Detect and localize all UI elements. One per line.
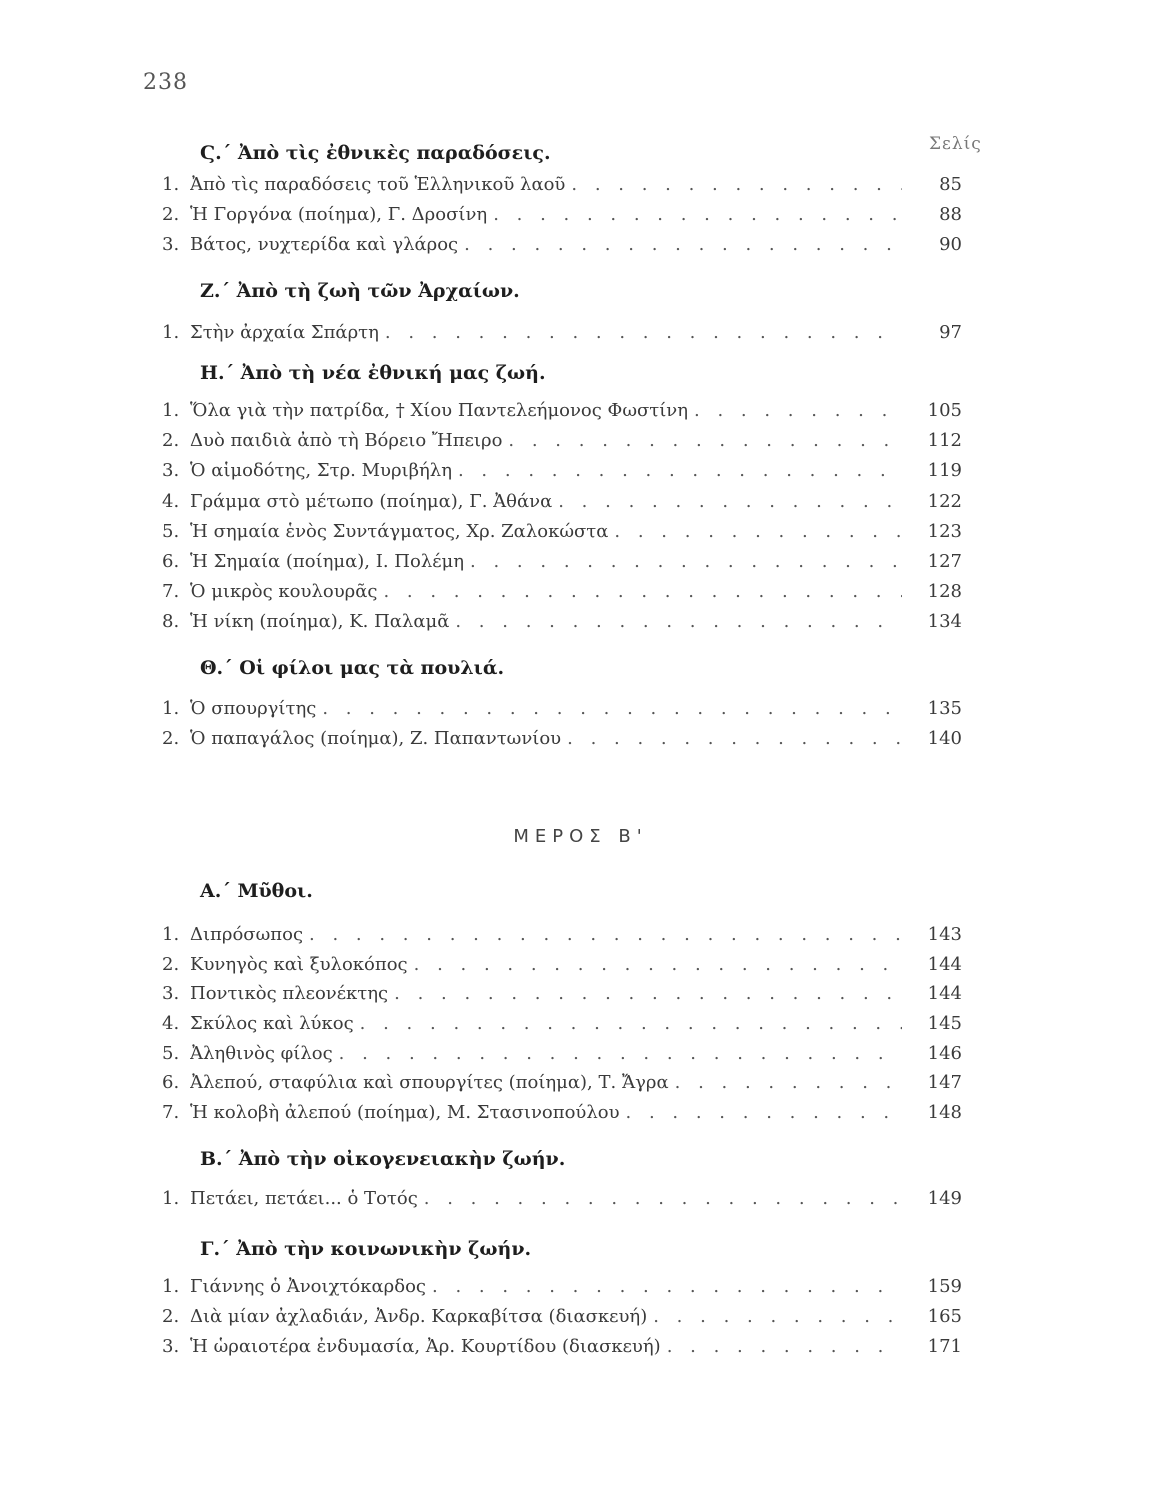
- toc-entry: [162, 174, 962, 198]
- entry-title: Ὁ σπουργίτης: [190, 698, 322, 719]
- section-heading: Β.΄ Ἀπὸ τὴν οἰκογενειακὴν ζωήν.: [200, 1148, 566, 1170]
- entry-page: 145: [927, 1013, 962, 1034]
- toc-entry: [162, 1276, 962, 1300]
- entry-page: 128: [927, 581, 962, 602]
- entry-page: 122: [927, 491, 962, 512]
- entry-number: 1.: [162, 400, 180, 421]
- entry-number: 2.: [162, 954, 180, 975]
- entry-title: Ὁ παπαγάλος (ποίημα), Ζ. Παπαντωνίου: [190, 728, 567, 749]
- toc-entry: [162, 322, 962, 346]
- entry-number: 1.: [162, 322, 180, 343]
- toc-entry: [162, 924, 962, 948]
- entry-number: 6.: [162, 1072, 180, 1093]
- entry-number: 1.: [162, 1276, 180, 1297]
- entry-page: 143: [927, 924, 962, 945]
- toc-entry: [162, 1306, 962, 1330]
- section-heading: Η.΄ Ἀπὸ τὴ νέα ἐθνική μας ζωή.: [200, 362, 546, 384]
- entry-page: 127: [927, 551, 962, 572]
- entry-number: 1.: [162, 698, 180, 719]
- entry-page: 123: [927, 521, 962, 542]
- entry-page: 149: [927, 1188, 962, 1209]
- toc-entry: [162, 983, 962, 1007]
- toc-entry: [162, 551, 962, 575]
- entry-title: Ὁ μικρὸς κουλουρᾶς: [190, 581, 383, 602]
- toc-entry: [162, 698, 962, 722]
- entry-title: Ἡ σημαία ἑνὸς Συντάγματος, Χρ. Ζαλοκώστα: [190, 521, 614, 542]
- entry-title: Ἀπὸ τὶς παραδόσεις τοῦ Ἑλληνικοῦ λαοῦ: [190, 174, 571, 195]
- entry-title: Ὅλα γιὰ τὴν πατρίδα, † Χίου Παντελεήμονος Φωστίνη: [190, 400, 694, 421]
- section-heading: Γ.΄ Ἀπὸ τὴν κοινωνικὴν ζωήν.: [200, 1238, 532, 1260]
- entry-number: 5.: [162, 521, 180, 542]
- entry-title: Ἡ κολοβὴ ἀλεπού (ποίημα), Μ. Στασινοπούλου: [190, 1102, 626, 1123]
- entry-title: Ὁ αἱμοδότης, Στρ. Μυριβήλη: [190, 460, 458, 481]
- entry-title: Ἀληθινὸς φίλος: [190, 1043, 339, 1064]
- entry-number: 3.: [162, 983, 180, 1004]
- entry-page: 148: [927, 1102, 962, 1123]
- section-heading: Α.΄ Μῦθοι.: [200, 880, 313, 902]
- entry-title: Γιάννης ὁ Ἀνοιχτόκαρδος: [190, 1276, 432, 1297]
- entry-page: 159: [927, 1276, 962, 1297]
- toc-entry: [162, 1336, 962, 1360]
- entry-page: 135: [927, 698, 962, 719]
- entry-title: Στὴν ἀρχαία Σπάρτη: [190, 322, 385, 343]
- entry-number: 7.: [162, 581, 180, 602]
- entry-page: 144: [927, 983, 962, 1004]
- entry-page: 88: [939, 204, 962, 225]
- entry-page: 165: [927, 1306, 962, 1327]
- section-heading: Ϛ.΄ Ἀπὸ τὶς ἐθνικὲς παραδόσεις.: [200, 142, 551, 164]
- entry-page: 171: [927, 1336, 962, 1357]
- entry-page: 144: [927, 954, 962, 975]
- page-number: 238: [143, 70, 188, 95]
- toc-entry: [162, 430, 962, 454]
- toc-entry: [162, 234, 962, 258]
- entry-page: 140: [927, 728, 962, 749]
- entry-title: Διὰ μίαν ἀχλαδιάν, Ἀνδρ. Καρκαβίτσα (διασκευή): [190, 1306, 653, 1327]
- entry-title: Σκύλος καὶ λύκος: [190, 1013, 360, 1034]
- entry-page: 119: [927, 460, 962, 481]
- toc-entry: [162, 1013, 962, 1037]
- entry-title: Ἡ νίκη (ποίημα), Κ. Παλαμᾶ: [190, 611, 455, 632]
- entry-title: Διπρόσωπος: [190, 924, 309, 945]
- toc-entry: [162, 521, 962, 545]
- entry-page: 112: [927, 430, 962, 451]
- toc-entry: [162, 954, 962, 978]
- entry-page: 85: [939, 174, 962, 195]
- toc-entry: [162, 1072, 962, 1096]
- page-column-header: Σελίς: [929, 134, 982, 154]
- toc-entry: [162, 611, 962, 635]
- entry-number: 5.: [162, 1043, 180, 1064]
- entry-number: 2.: [162, 728, 180, 749]
- toc-entry: [162, 400, 962, 424]
- entry-title: Δυὸ παιδιὰ ἀπὸ τὴ Βόρειο Ἤπειρο: [190, 430, 508, 451]
- entry-title: Ἡ Σημαία (ποίημα), Ι. Πολέμη: [190, 551, 470, 572]
- toc-entry: [162, 491, 962, 515]
- entry-page: 134: [927, 611, 962, 632]
- entry-number: 2.: [162, 204, 180, 225]
- entry-title: Πετάει, πετάει... ὁ Τοτός: [190, 1188, 424, 1209]
- toc-entry: [162, 1043, 962, 1067]
- toc-entry: [162, 460, 962, 484]
- entry-page: 97: [939, 322, 962, 343]
- toc-entry: [162, 728, 962, 752]
- entry-page: 90: [939, 234, 962, 255]
- section-heading: Ζ.΄ Ἀπὸ τὴ ζωὴ τῶν Ἀρχαίων.: [200, 280, 520, 302]
- section-heading: Θ.΄ Οἱ φίλοι μας τὰ πουλιά.: [200, 657, 505, 679]
- entry-number: 4.: [162, 491, 180, 512]
- entry-number: 2.: [162, 1306, 180, 1327]
- entry-number: 1.: [162, 174, 180, 195]
- entry-number: 3.: [162, 460, 180, 481]
- toc-entry: [162, 1188, 962, 1212]
- entry-title: Ἡ Γοργόνα (ποίημα), Γ. Δροσίνη: [190, 204, 493, 225]
- entry-title: Κυνηγὸς καὶ ξυλοκόπος: [190, 954, 414, 975]
- entry-title: Ἀλεπού, σταφύλια καὶ σπουργίτες (ποίημα), Τ. Ἄγρα: [190, 1072, 675, 1093]
- entry-number: 2.: [162, 430, 180, 451]
- entry-number: 3.: [162, 1336, 180, 1357]
- entry-number: 1.: [162, 1188, 180, 1209]
- toc-entry: [162, 1102, 962, 1126]
- part-title: ΜΕΡΟΣ Β': [513, 826, 648, 847]
- entry-page: 147: [927, 1072, 962, 1093]
- entry-title: Βάτος, νυχτερίδα καὶ γλάρος: [190, 234, 464, 255]
- entry-number: 3.: [162, 234, 180, 255]
- entry-number: 1.: [162, 924, 180, 945]
- entry-number: 6.: [162, 551, 180, 572]
- entry-page: 105: [927, 400, 962, 421]
- entry-page: 146: [927, 1043, 962, 1064]
- entry-title: Ποντικὸς πλεονέκτης: [190, 983, 394, 1004]
- entry-title: Ἡ ὡραιοτέρα ἐνδυμασία, Ἀρ. Κουρτίδου (διασκευή): [190, 1336, 667, 1357]
- toc-entry: [162, 581, 962, 605]
- entry-title: Γράμμα στὸ μέτωπο (ποίημα), Γ. Ἀθάνα: [190, 491, 558, 512]
- entry-number: 7.: [162, 1102, 180, 1123]
- entry-number: 4.: [162, 1013, 180, 1034]
- toc-entry: [162, 204, 962, 228]
- entry-number: 8.: [162, 611, 180, 632]
